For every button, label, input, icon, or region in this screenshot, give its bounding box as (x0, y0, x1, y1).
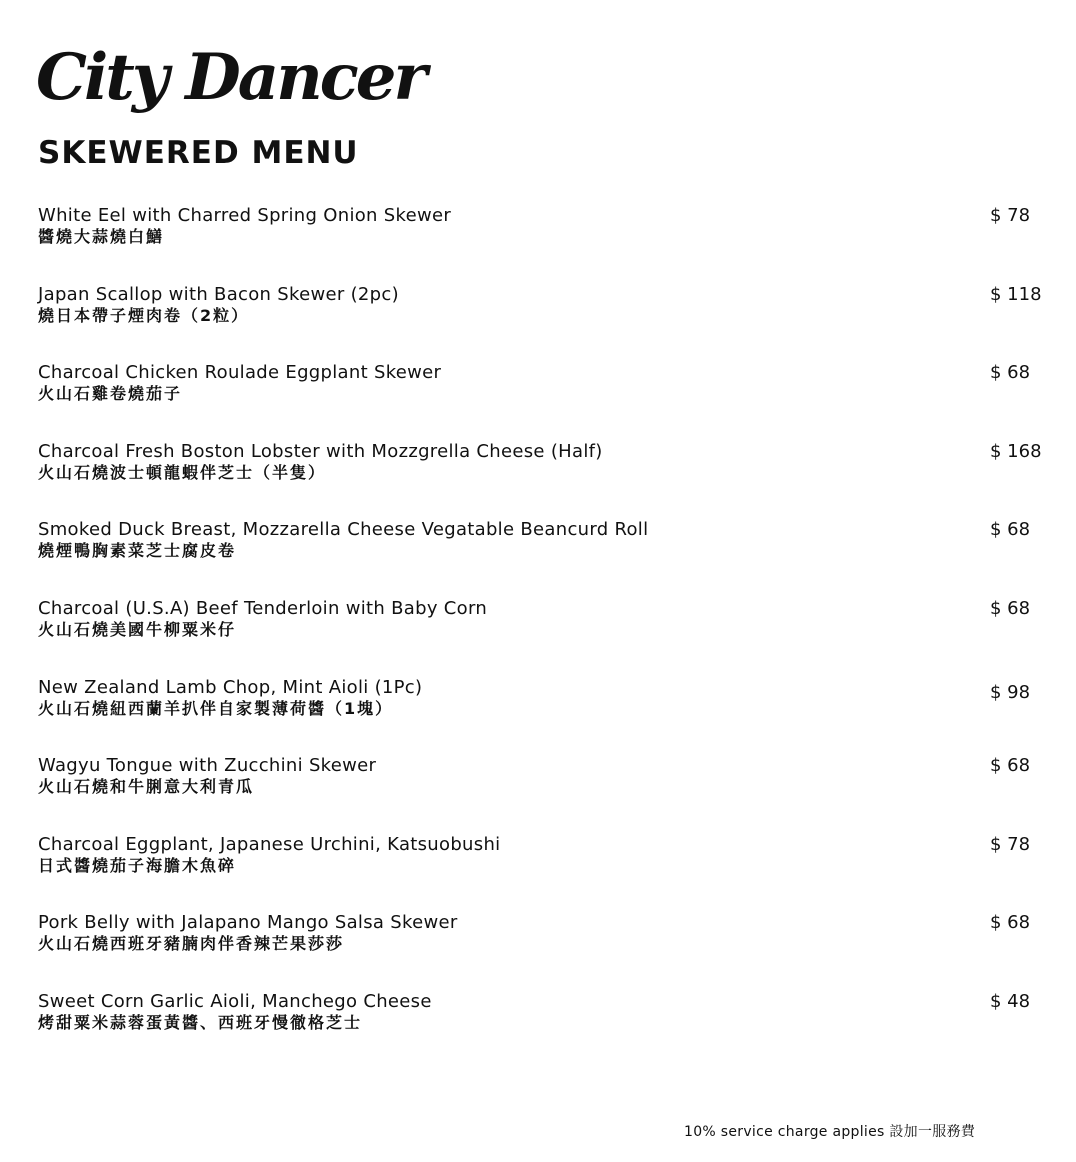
item-price: $ 68 (990, 519, 1031, 541)
item-name: New Zealand Lamb Chop, Mint Aioli (1Pc) (38, 676, 423, 698)
item-chinese-name: 火山石雞卷燒茄子 (38, 384, 183, 404)
menu-item (38, 283, 1048, 362)
service-charge-note: 10% service charge applies 設加一服務費 (684, 1124, 976, 1140)
item-name: Charcoal (U.S.A) Beef Tenderloin with Baby Corn (38, 597, 488, 619)
item-chinese-name: 燒日本帶子煙肉卷（2粒） (38, 305, 250, 325)
item-chinese-name: 醬燒大蒜燒白鱔 (38, 227, 165, 246)
item-price: $ 48 (990, 990, 1031, 1012)
menu-items-list (38, 204, 1048, 1069)
item-price: $ 68 (990, 755, 1031, 777)
item-chinese-name: 火山石燒波士頓龍蝦伴芝士（半隻） (38, 462, 327, 482)
restaurant-logo: City Dancer (36, 40, 425, 115)
item-name: White Eel with Charred Spring Onion Skewer (38, 205, 452, 226)
item-name: Pork Belly with Jalapano Mango Salsa Skewer (38, 912, 458, 934)
item-price: $ 78 (990, 833, 1031, 855)
item-price: $ 168 (990, 440, 1042, 462)
item-chinese-name: 火山石燒西班牙豬腩肉伴香辣芒果莎莎 (38, 934, 345, 954)
item-name: Japan Scallop with Bacon Skewer (2pc) (38, 283, 399, 305)
item-chinese-name: 燒煙鴨胸素菜芝士腐皮卷 (38, 541, 237, 561)
item-chinese-name: 日式醬燒茄子海膽木魚碎 (38, 855, 237, 875)
item-name: Charcoal Fresh Boston Lobster with Mozzgrella Cheese (Half) (38, 440, 603, 462)
item-name: Sweet Corn Garlic Aioli, Manchego Cheese (38, 990, 432, 1012)
menu-item (38, 204, 1048, 283)
menu-title: SKEWERED MENU (38, 135, 359, 171)
menu-item (38, 597, 1048, 676)
menu-item (38, 911, 1048, 990)
item-price: $ 98 (990, 681, 1031, 703)
menu-item (38, 754, 1048, 833)
item-chinese-name: 火山石燒紐西蘭羊扒伴自家製薄荷醬（1塊） (38, 698, 394, 718)
menu-item (38, 361, 1048, 440)
item-name: Smoked Duck Breast, Mozzarella Cheese Vegatable Beancurd Roll (38, 519, 649, 541)
menu-item (38, 676, 1048, 755)
menu-item (38, 833, 1048, 912)
item-name: Wagyu Tongue with Zucchini Skewer (38, 755, 377, 777)
item-price: $ 68 (990, 362, 1031, 384)
item-name: Charcoal Eggplant, Japanese Urchini, Katsuobushi (38, 833, 501, 855)
item-price: $ 68 (990, 597, 1031, 619)
item-chinese-name: 烤甜粟米蒜蓉蛋黃醬、西班牙慢徹格芝士 (38, 1012, 363, 1032)
item-chinese-name: 火山石燒和牛脷意大利青瓜 (38, 777, 255, 797)
item-price: $ 78 (990, 205, 1031, 226)
menu-item (38, 440, 1048, 519)
menu-item (38, 518, 1048, 597)
item-price: $ 118 (990, 283, 1042, 305)
item-price: $ 68 (990, 912, 1031, 934)
item-name: Charcoal Chicken Roulade Eggplant Skewer (38, 362, 442, 384)
item-chinese-name: 火山石燒美國牛柳粟米仔 (38, 619, 237, 639)
menu-item (38, 990, 1048, 1069)
